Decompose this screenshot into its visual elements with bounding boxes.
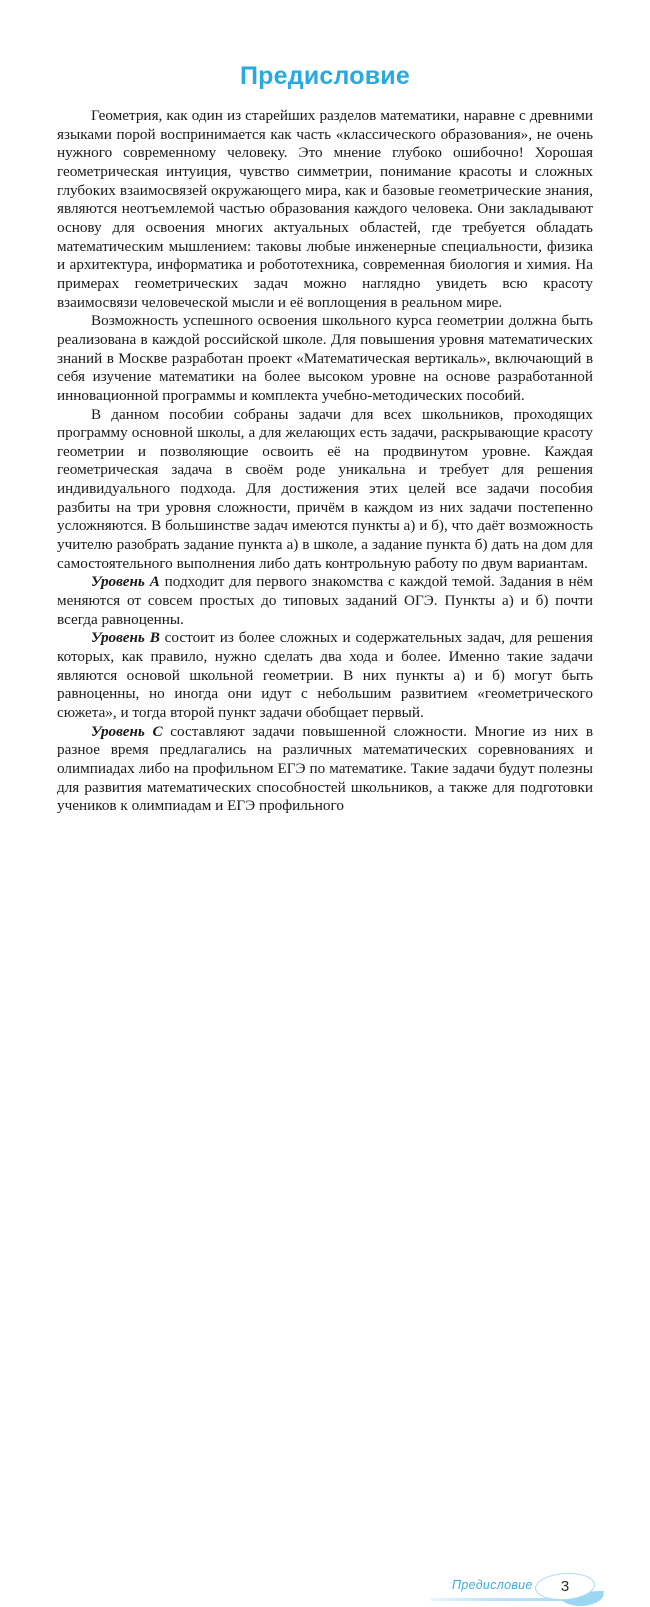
page-footer xyxy=(0,786,650,1595)
paragraph-2-text: Возможность успешного освоения школьного курса геометрии должна быть реализована в каждой российской школе. Для повышения уровня математических знаний в Москве разработан проект «Математическая вертикаль», включающий в себя изучение математики на более высоком уровне на основе разработанной инновационной программы и комплекта учебно-методических пособий. xyxy=(57,312,593,404)
paragraph-level-a xyxy=(57,573,593,629)
level-b-heading: Уровень В xyxy=(91,629,160,647)
level-b-text: состоит из более сложных и содержательных задач, для решения которых, как правило, нужно сделать два хода и более. Именно такие задачи являются основой школьной геометрии. В них пункты а) и б) могут быть равноценны, но иногда они идут с небольшим развитием «геометрического сюжета», и тогда второй пункт задачи обобщает первый. xyxy=(57,629,593,721)
document-body xyxy=(57,107,593,816)
paragraph-3-text: В данном пособии собраны задачи для всех школьников, проходящих программу основной школы, а для желающих есть задачи, раскрывающие красоту геометрии и позволяющие освоить её на продвинутом уровне. Каждая геометрическая задача в своём роде уникальна и требует для решения индивидуального подхода. Для достижения этих целей все задачи пособия разбиты на три уровня сложности, причём в каждом из них задачи постепенно усложняются. В большинстве задач имеются пункты а) и б), что даёт возможность учителю разобрать задание пункта а) в школе, а задание пункта б) дать на дом для самостоятельного выполнения либо дать контрольную работу по двум вариантам. xyxy=(57,405,593,572)
page-number-badge xyxy=(535,1573,597,1603)
paragraph-level-b xyxy=(57,629,593,722)
level-a-heading: Уровень А xyxy=(91,573,160,591)
level-a-text: подходит для первого знакомства с каждой темой. Задания в нём меняются от совсем простых до типовых заданий ОГЭ. Пункты а) и б) почти всегда равноценны. xyxy=(57,573,593,628)
paragraph-3 xyxy=(57,406,593,574)
level-c-text: составляют задачи повышенной сложности. Многие из них в разное время предлагались на различных математических соревнованиях и олимпиадах либо на профильном ЕГЭ по математике. Такие задачи будут полезны для развития математических способностей школьников, а также для подготовки учеников к олимпиадам и ЕГЭ профильного xyxy=(57,722,593,815)
page-number-value: 3 xyxy=(560,1578,570,1595)
paragraph-1-text: Геометрия, как один из старейших разделов математики, наравне с древними языками порой воспринимается как часть «классического образования», не очень нужного современному человеку. Это мнение глубоко ошибочно! Хорошая геометрическая интуиция, чувство симметрии, понимание красоты и сложных глубоких взаимосвязей окружающего мира, как и базовые геометрические знания, являются неотъемлемой частью образования каждого человека. Они закладывают основу для освоения многих актуальных областей, где требуется обладать математическим мышлением: таковы любые инженерные специальности, физика и архитектура, информатика и робототехника, современная биология и химия. На примерах геометрических задач можно наглядно увидеть всю красоту взаимосвязи человеческой мысли и её воплощения в реальном мире. xyxy=(57,107,593,311)
level-c-heading: Уровень С xyxy=(91,722,163,740)
paragraph-1 xyxy=(57,107,593,312)
page-title: Предисловие xyxy=(240,62,410,90)
footer-section-label: Предисловие xyxy=(452,1578,533,1592)
paragraph-2 xyxy=(57,312,593,405)
